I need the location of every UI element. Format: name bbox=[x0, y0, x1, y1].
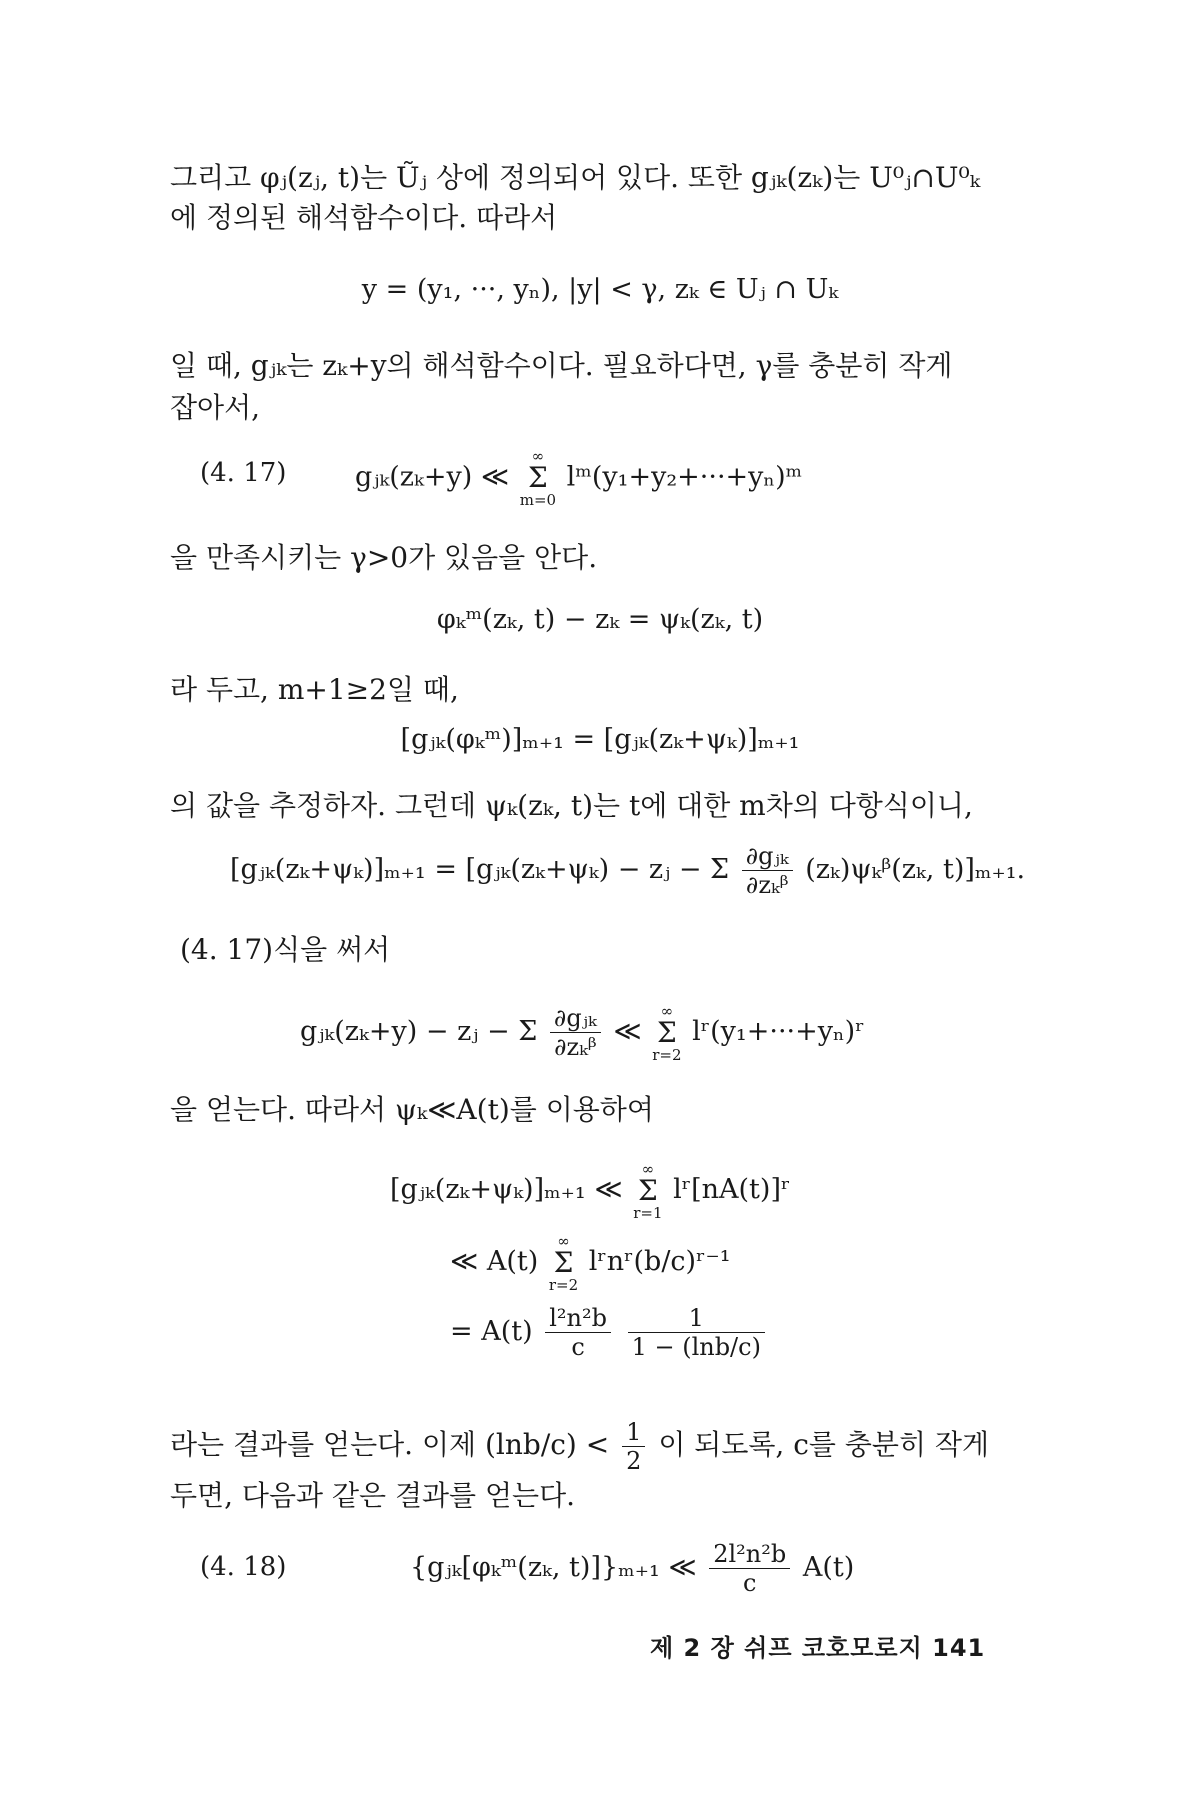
equation-chain-1 bbox=[390, 1160, 790, 1221]
equation-part: gⱼₖ(zₖ+y) − zⱼ − Σ bbox=[300, 1016, 538, 1047]
paragraph-line: 라 두고, m+1≥2일 때, bbox=[170, 673, 459, 706]
equation-estimate bbox=[300, 1000, 865, 1064]
partial-derivative-fraction: $\frac{\text{∂gⱼₖ}}{\text{∂zₖᵝ}}$ bbox=[550, 1004, 601, 1061]
equation-part: (zₖ)ψₖᵝ(zₖ, t)]ₘ₊₁. bbox=[805, 854, 1026, 885]
paragraph-line: 에 정의된 해석함수이다. 따라서 bbox=[170, 201, 558, 234]
paragraph-line: 의 값을 추정하자. 그런데 ψₖ(zₖ, t)는 t에 대한 m차의 다항식이니, bbox=[170, 789, 973, 822]
equation-part: gⱼₖ(zₖ+y) ≪ bbox=[355, 461, 510, 493]
equation-4-18 bbox=[410, 1536, 854, 1600]
paragraph-line: (4. 17)식을 써서 bbox=[180, 933, 391, 966]
equation-part: lᵐ(y₁+y₂+···+yₙ)ᵐ bbox=[566, 461, 803, 493]
equation-part: = A(t) bbox=[450, 1316, 533, 1347]
equation-number: (4. 18) bbox=[200, 1552, 287, 1582]
summation-symbol: ∞ Σ r=2 bbox=[548, 1231, 579, 1294]
paragraph-line: 두면, 다음과 같은 결과를 얻는다. bbox=[170, 1479, 576, 1512]
fraction: $\frac{\text{2l²n²b}}{c}$ bbox=[709, 1540, 790, 1597]
equation-part: [gⱼₖ(zₖ+ψₖ)]ₘ₊₁ ≪ bbox=[390, 1174, 623, 1205]
equation-chain-3 bbox=[450, 1300, 769, 1364]
paragraph-line: 일 때, gⱼₖ는 zₖ+y의 해석함수이다. 필요하다면, γ를 충분히 작게 bbox=[170, 349, 953, 382]
equation-part: {gⱼₖ[φₖᵐ(zₖ, t)]}ₘ₊₁ ≪ bbox=[410, 1552, 697, 1583]
fraction: $\frac{1}{1 - (\ln b/c)}$ bbox=[628, 1304, 765, 1361]
equation-part: ≪ bbox=[613, 1016, 642, 1047]
equation-bracket-expansion bbox=[230, 840, 1025, 900]
equation: φₖᵐ(zₖ, t) − zₖ = ψₖ(zₖ, t) bbox=[436, 604, 764, 635]
paragraph-line: 그리고 φⱼ(zⱼ, t)는 Ũⱼ 상에 정의되어 있다. 또한 gⱼₖ(zₖ)는 U⁰ⱼ∩U⁰ₖ bbox=[170, 161, 980, 194]
fraction: $\frac{\text{l²n²b}}{c}$ bbox=[545, 1304, 611, 1361]
paragraph-line: 을 만족시키는 γ>0가 있음을 안다. bbox=[170, 541, 598, 574]
paragraph-line: 잡아서, bbox=[170, 391, 261, 424]
equation-part: lʳ[nA(t)]ʳ bbox=[673, 1174, 791, 1205]
running-footer: 제 2 장 쉬프 코호모로지 141 bbox=[650, 1634, 986, 1662]
equation-chain-2 bbox=[450, 1232, 731, 1293]
equation-part: [gⱼₖ(zₖ+ψₖ)]ₘ₊₁ = [gⱼₖ(zₖ+ψₖ) − zⱼ − Σ bbox=[230, 854, 730, 885]
text-part: 라는 결과를 얻는다. 이제 (lnb/c) < bbox=[170, 1428, 610, 1461]
equation-part: lʳ(y₁+···+yₙ)ʳ bbox=[692, 1016, 865, 1047]
equation-part: lʳnʳ(b/c)ʳ⁻¹ bbox=[588, 1246, 731, 1277]
text-part: 이 되도록, c를 충분히 작게 bbox=[658, 1428, 989, 1461]
paragraph-line bbox=[170, 1418, 989, 1475]
fraction: $\frac{1}{2}$ bbox=[622, 1418, 645, 1475]
summation-symbol: ∞ Σ r=2 bbox=[652, 1001, 682, 1064]
paragraph-line: 을 얻는다. 따라서 ψₖ≪A(t)를 이용하여 bbox=[170, 1093, 654, 1126]
equation-part: ≪ A(t) bbox=[450, 1246, 539, 1277]
summation-symbol: ∞ Σ m=0 bbox=[519, 447, 557, 509]
equation: y = (y₁, ···, yₙ), |y| < γ, zₖ ∈ Uⱼ ∩ Uₖ bbox=[361, 274, 839, 305]
equation-number: (4. 17) bbox=[200, 458, 287, 488]
equation: [gⱼₖ(φₖᵐ)]ₘ₊₁ = [gⱼₖ(zₖ+ψₖ)]ₘ₊₁ bbox=[400, 724, 800, 755]
equation-part: A(t) bbox=[802, 1552, 855, 1583]
summation-symbol: ∞ Σ r=1 bbox=[633, 1159, 663, 1222]
equation-4-17 bbox=[355, 448, 802, 508]
partial-derivative-fraction: $\frac{\text{∂gⱼₖ}}{\text{∂zₖᵝ}}$ bbox=[742, 842, 793, 899]
